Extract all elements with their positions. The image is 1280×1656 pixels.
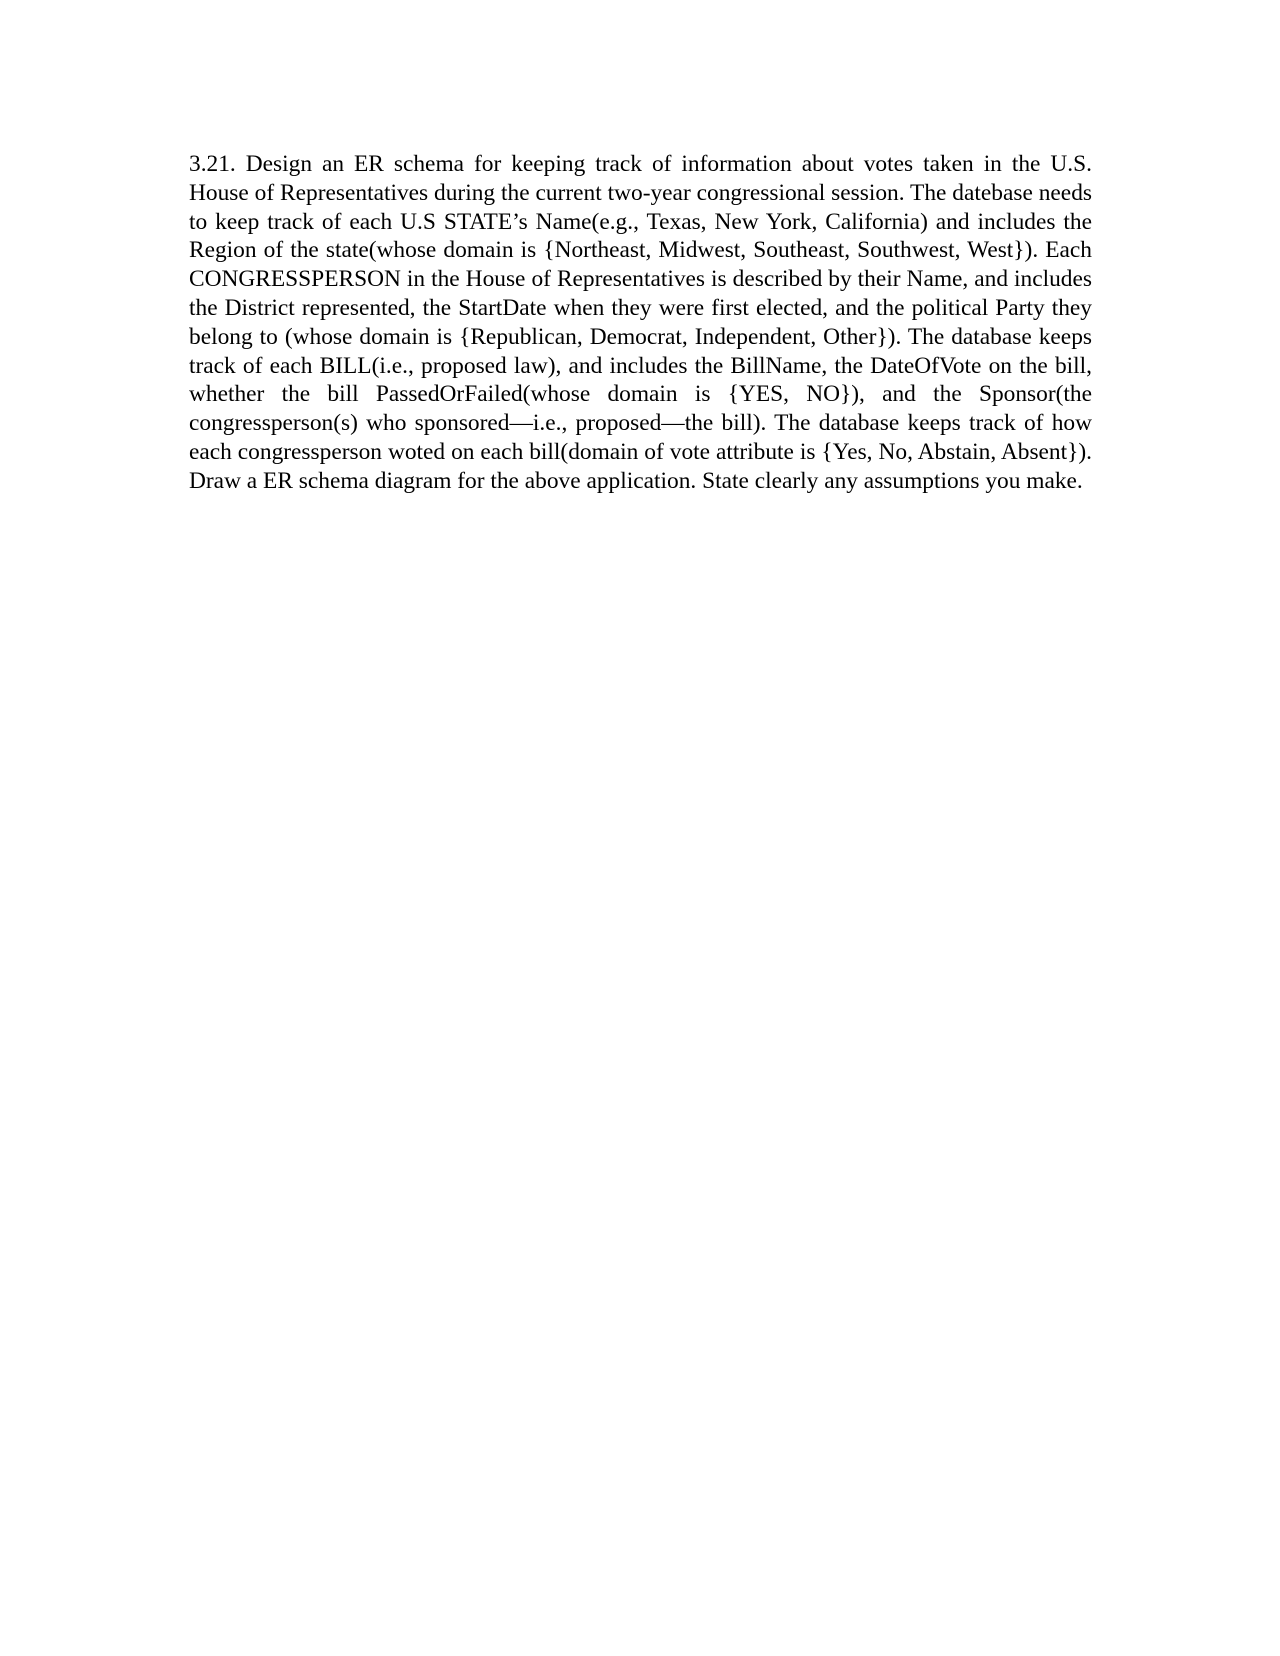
document-body (189, 150, 1092, 496)
exercise-paragraph: 3.21. Design an ER schema for keeping track of information about votes taken in the U.S. House of Representatives during the current two-year congressional session. The datebase needs to keep track of each U.S STATE’s Name(e.g., Texas, New York, California) and includes the Region of the state(whose domain is {Northeast, Midwest, Southeast, Southwest, West}). Each CONGRESSPERSON in the House of Representatives is described by their Name, and includes the District represented, the StartDate when they were first elected, and the political Party they belong to (whose domain is {Republican, Democrat, Independent, Other}). The database keeps track of each BILL(i.e., proposed law), and includes the BillName, the DateOfVote on the bill, whether the bill PassedOrFailed(whose domain is {YES, NO}), and the Sponsor(the congressperson(s) who sponsored—i.e., proposed—the bill). The database keeps track of how each congressperson woted on each bill(domain of vote attribute is {Yes, No, Abstain, Absent}). Draw a ER schema diagram for the above application. State clearly any assumptions you make. (189, 151, 1092, 494)
